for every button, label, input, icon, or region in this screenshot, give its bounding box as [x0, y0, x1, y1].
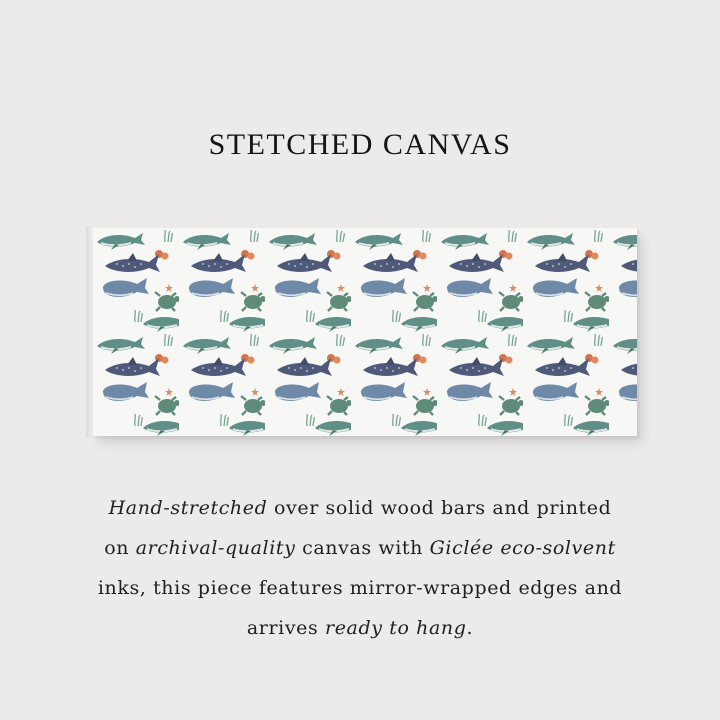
description-text: .: [466, 617, 474, 639]
canvas-print: [86, 226, 637, 438]
product-description: [40, 488, 680, 648]
description-emphasis: archival-quality: [135, 537, 296, 559]
description-text: over solid wood bars and printed: [267, 497, 612, 519]
canvas-artwork: [93, 228, 637, 436]
description-line-4: [40, 608, 680, 648]
description-emphasis: ready to hang: [325, 617, 467, 639]
description-emphasis: Hand-stretched: [108, 497, 268, 519]
description-text: inks, this piece features mirror-wrapped edges and: [97, 577, 623, 599]
description-line-2: [40, 528, 680, 568]
description-text: on: [104, 537, 136, 559]
description-emphasis: Giclée eco-solvent: [429, 537, 616, 559]
description-text: arrives: [246, 617, 326, 639]
description-line-3: [40, 568, 680, 608]
description-text: canvas with: [295, 537, 430, 559]
description-line-1: [40, 488, 680, 528]
sea-life-pattern: [93, 228, 637, 436]
page-title: STETCHED CANVAS: [208, 128, 512, 161]
